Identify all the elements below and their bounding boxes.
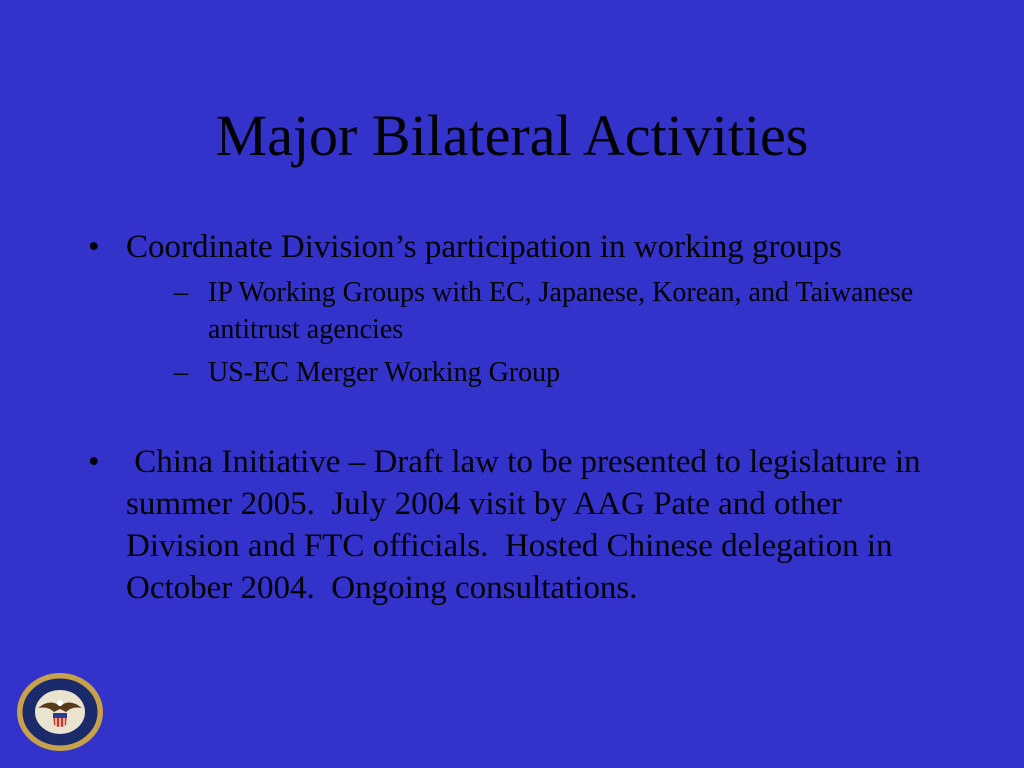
sub-bullet-item bbox=[174, 354, 938, 391]
department-of-justice-seal-icon bbox=[16, 672, 104, 752]
sub-bullet-item bbox=[174, 274, 938, 348]
sub-bullet-text: US-EC Merger Working Group bbox=[208, 357, 561, 388]
bullet-marker: • bbox=[88, 229, 100, 265]
bullet-marker: • bbox=[88, 444, 100, 480]
slide-title: Major Bilateral Activities bbox=[215, 103, 809, 168]
sub-bullet-marker: – bbox=[174, 277, 188, 308]
bullet-item bbox=[88, 226, 938, 391]
sub-bullet-text: IP Working Groups with EC, Japanese, Korean, and Taiwanese antitrust agencies bbox=[208, 277, 914, 345]
sub-bullet-marker: – bbox=[174, 357, 188, 388]
sub-bullet-list bbox=[126, 274, 938, 391]
slide-body bbox=[88, 226, 938, 609]
bullet-text: Coordinate Division’s participation in working groups bbox=[126, 229, 842, 265]
bullet-text: China Initiative – Draft law to be presented to legislature in summer 2005. July 2004 visit by AAG Pate and other Division and FTC officials. Hosted Chinese delegation in October 2004. Ongoing consultations. bbox=[126, 444, 929, 606]
bullet-item bbox=[88, 441, 938, 609]
